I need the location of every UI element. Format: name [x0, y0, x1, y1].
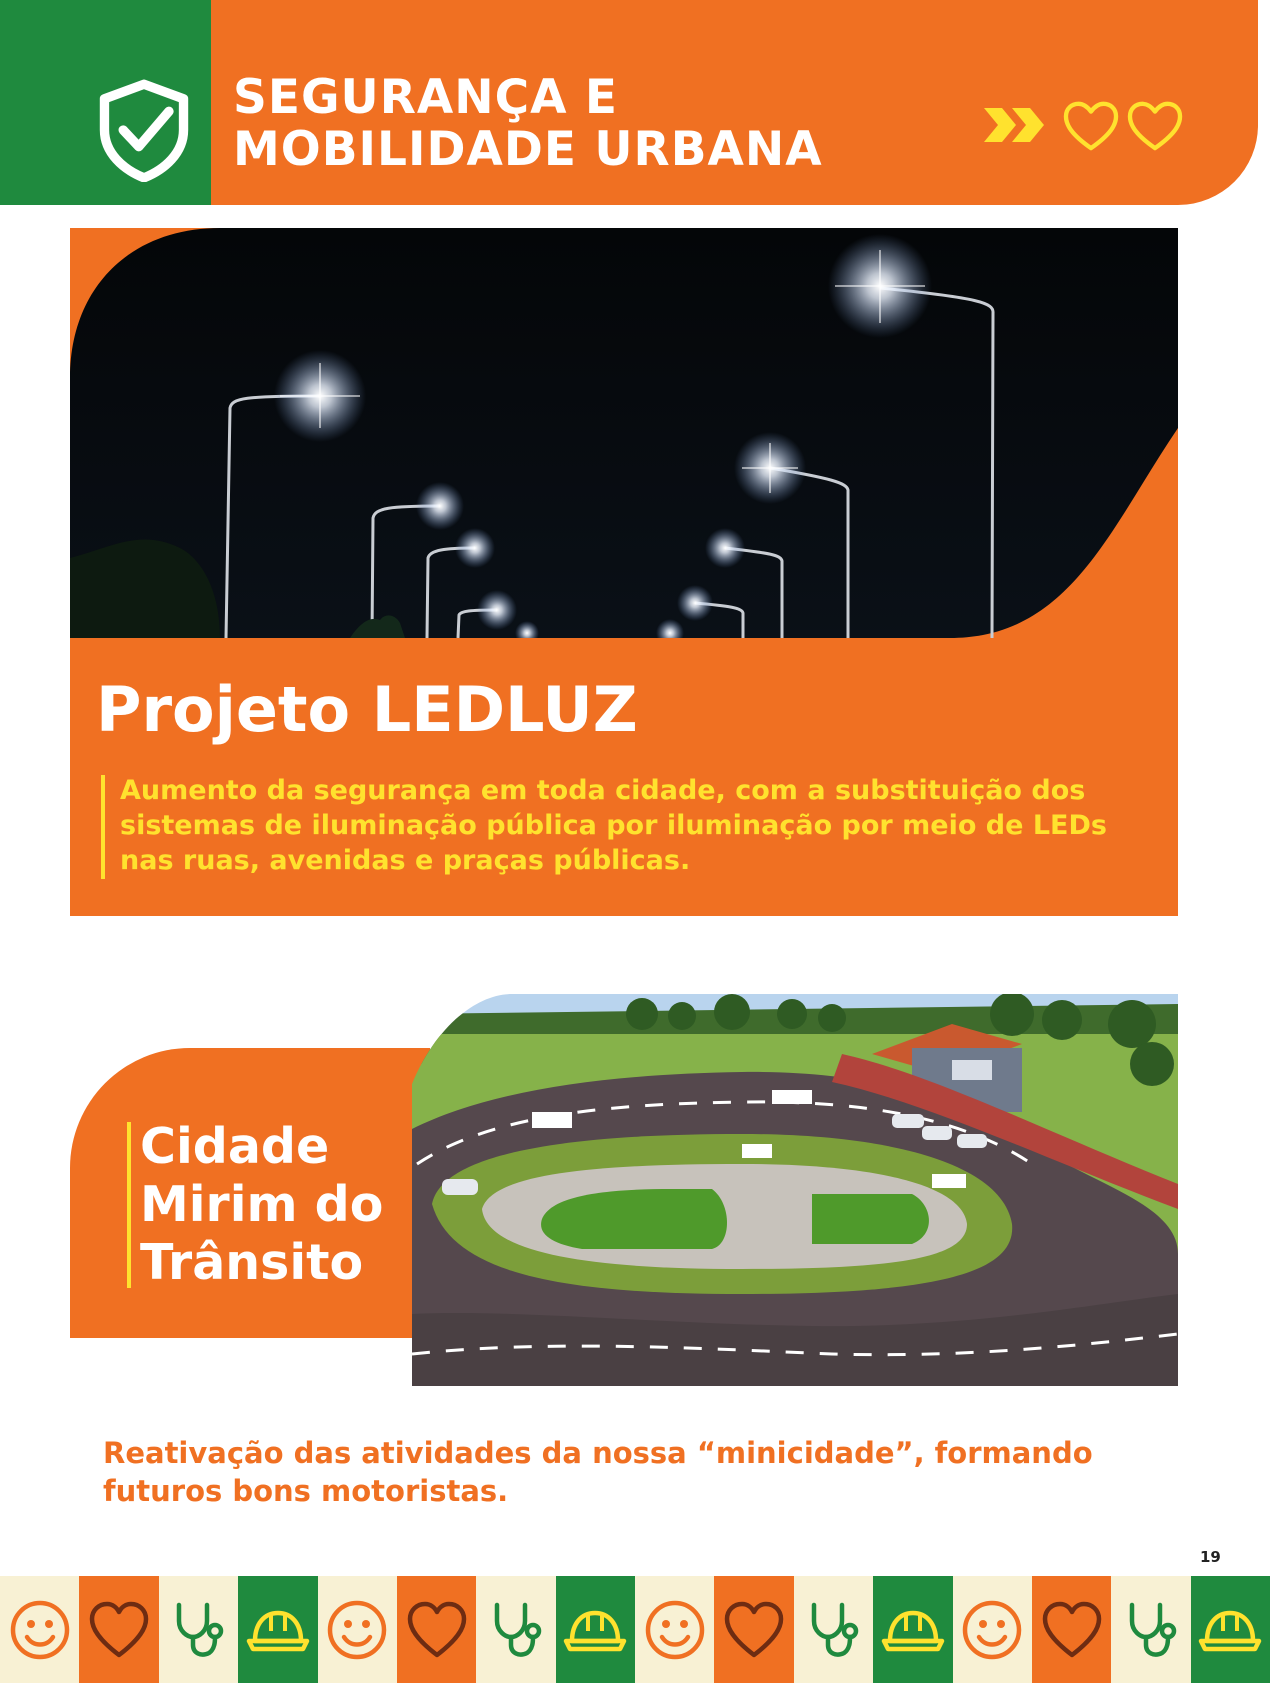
footer-tile [873, 1576, 952, 1683]
traffic-park-photo [412, 994, 1178, 1386]
double-chevron-icon [980, 102, 1052, 148]
footer-tile [159, 1576, 238, 1683]
footer-tile [476, 1576, 555, 1683]
smiley-icon [324, 1597, 390, 1663]
smiley-icon [959, 1597, 1025, 1663]
footer-tile [794, 1576, 873, 1683]
accent-bar [127, 1122, 131, 1288]
stethoscope-icon [800, 1597, 866, 1663]
stethoscope-icon [1118, 1597, 1184, 1663]
footer-tile [79, 1576, 158, 1683]
helmet-icon [245, 1597, 311, 1663]
heart-icon [404, 1597, 470, 1663]
stethoscope-icon [165, 1597, 231, 1663]
footer-tile [1032, 1576, 1111, 1683]
section-title: SEGURANÇA E MOBILIDADE URBANA [233, 70, 823, 177]
heart-outline-icon [1126, 100, 1184, 152]
ledluz-description: Aumento da segurança em toda cidade, com a substituição dos sistemas de iluminação pública por iluminação por meio de LEDs nas ruas, avenidas e praças públicas. [120, 775, 1107, 876]
shield-check-icon [92, 78, 196, 182]
footer-tile [397, 1576, 476, 1683]
footer-tile [1111, 1576, 1190, 1683]
footer-tile [0, 1576, 79, 1683]
heart-icon [1039, 1597, 1105, 1663]
footer-pattern-strip [0, 1576, 1270, 1683]
cidade-mirim-description: Reativação das atividades da nossa “minicidade”, formando futuros bons motoristas. [103, 1436, 1093, 1508]
stethoscope-icon [483, 1597, 549, 1663]
helmet-icon [880, 1597, 946, 1663]
footer-tile [635, 1576, 714, 1683]
cidade-mirim-title: Cidade Mirim do Trânsito [140, 1118, 384, 1291]
heart-outline-icon [1062, 100, 1120, 152]
page-number: 19 [1200, 1548, 1221, 1566]
accent-bar [101, 775, 105, 879]
heart-icon [86, 1597, 152, 1663]
smiley-icon [642, 1597, 708, 1663]
footer-tile [238, 1576, 317, 1683]
smiley-icon [7, 1597, 73, 1663]
ledluz-title: Projeto LEDLUZ [96, 673, 638, 746]
helmet-icon [562, 1597, 628, 1663]
footer-tile [953, 1576, 1032, 1683]
helmet-icon [1197, 1597, 1263, 1663]
footer-tile [1191, 1576, 1270, 1683]
footer-tile [556, 1576, 635, 1683]
heart-icon [721, 1597, 787, 1663]
footer-tile [714, 1576, 793, 1683]
footer-tile [318, 1576, 397, 1683]
street-lights-photo [70, 228, 1178, 638]
